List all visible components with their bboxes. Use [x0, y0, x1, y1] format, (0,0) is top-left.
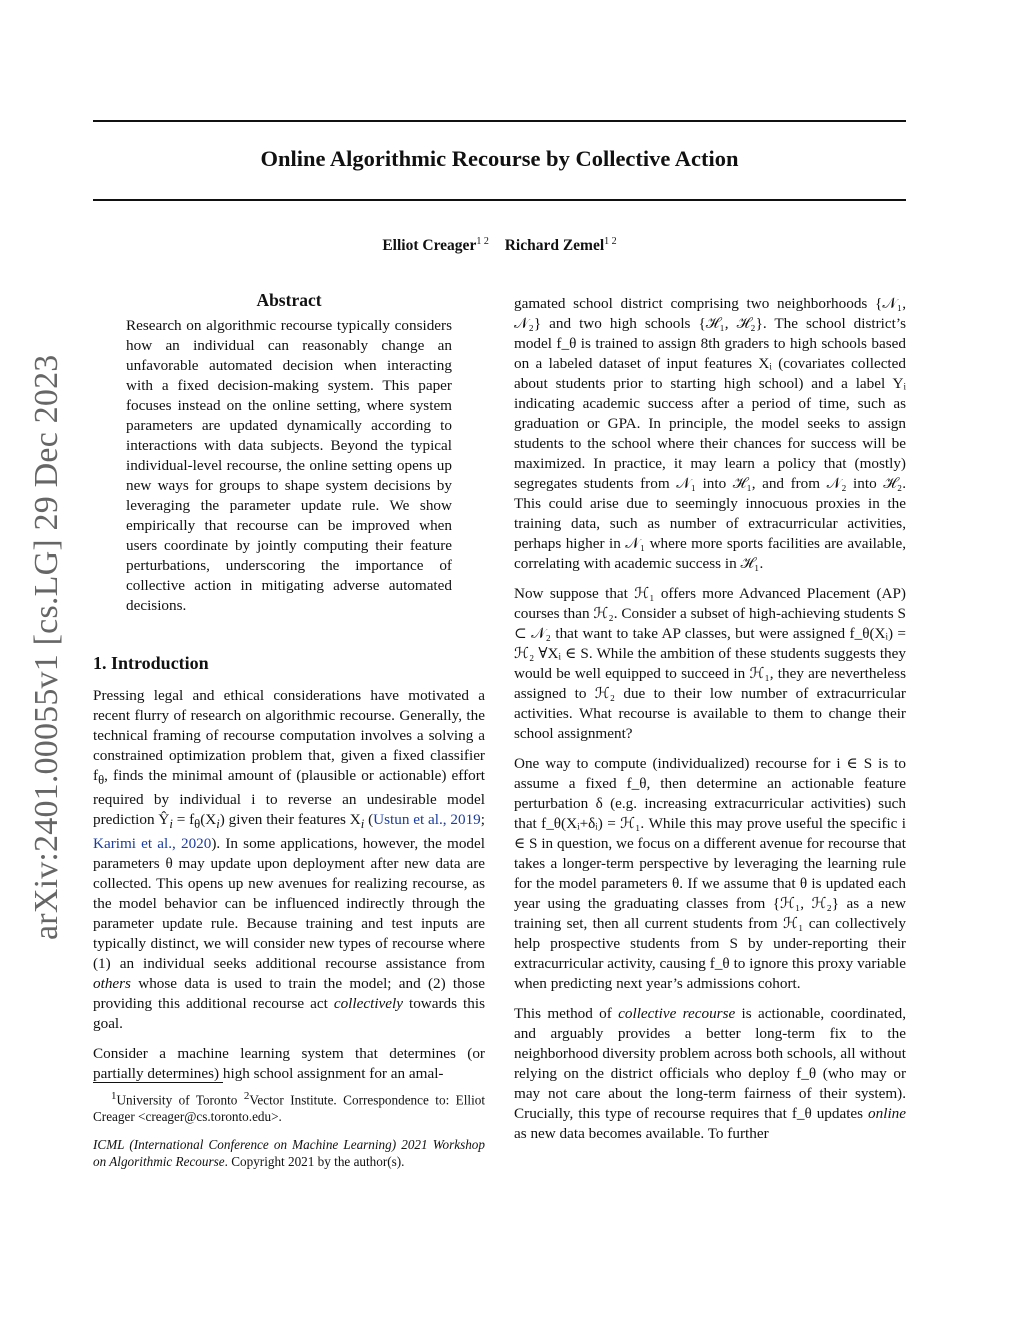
- abstract-heading: Abstract: [256, 290, 322, 310]
- right-column: [514, 294, 906, 1154]
- abstract-text: Research on algorithmic recourse typically considers how an individual can reasonably change an unfavorable automated decision when interacting with a fixed decision-making system. This paper focuses instead on the online setting, where system parameters are updated dynamically according to interactions with data subjects. Beyond the typical individual-level recourse, the online setting opens up new ways for groups to shape system decisions by leveraging the parameter update rule. We show empirically that recourse can be improved when users coordinate by jointly computing their feature perturbations, underscoring the importance of collective action in mitigating adverse automated decisions.: [126, 317, 452, 614]
- venue-name: ICML (International Conference on Machine Learning) 2021 Workshop on Algorithmic Recourse: [93, 1137, 485, 1170]
- text-run: This method of: [514, 1005, 619, 1022]
- text-run: as new data becomes available. To further: [514, 1125, 769, 1142]
- footnote-rule: [93, 1082, 223, 1083]
- author-name: Elliot Creager: [382, 237, 477, 255]
- text-run: is actionable, coordinated, and arguably provides a better long-term fix to the neighborhood diversity problem across both schools, all without relying on the district officials who deploy f_θ (who may or may not care about the long-term fairness of their system). Crucially, this type of recourse requires that f_θ updates: [514, 1005, 906, 1122]
- text-run: towards this goal.: [93, 995, 485, 1033]
- footnote-block: [93, 1082, 485, 1170]
- text-run: ). In some applications, however, the model parameters θ may update upon deployment after new data are collected. This opens up new avenues for realizing recourse, as the model behavior can be influenced indirectly through the parameter update rule. Because training and test inputs are typically distinct, we will consider new types of recourse where (1) an individual seeks additional recourse assistance from: [93, 835, 485, 973]
- title-rule-top: [93, 120, 906, 122]
- title-rule-bottom: [93, 199, 906, 201]
- author-name: Richard Zemel: [504, 237, 605, 255]
- arxiv-identifier-stamp: arXiv:2401.00055v1 [cs.LG] 29 Dec 2023: [28, 354, 65, 940]
- intro-paragraph-2: Consider a machine learning system that determines (or partially determines) high school assignment for an amal-: [93, 1045, 485, 1083]
- emphasis: collectively: [333, 995, 403, 1013]
- text-run: Pressing legal and ethical considerations have motivated a recent flurry of research on algorithmic recourse. Generally, the technical framing of recourse computation involves a solving a constrained optimization problem that, given a fixed classifier f: [93, 687, 485, 784]
- venue-footnote: [93, 1136, 485, 1170]
- paper-title: Online Algorithmic Recourse by Collective Action: [260, 146, 739, 171]
- section-heading-introduction: 1. Introduction: [93, 653, 209, 673]
- left-column: [93, 290, 485, 1094]
- emphasis: others: [93, 975, 131, 993]
- text-run: ;: [480, 811, 485, 829]
- text-run: ) given their features X: [219, 811, 361, 829]
- author: [505, 237, 617, 254]
- intro-paragraph-1: Pressing legal and ethical considerations have motivated a recent flurry of research on algorithmic recourse. Generally, the technical framing of recourse computation involves a solving a constrained optimization problem that, given a fixed classifier $f_\theta$, finds the minimal amount of (plausible or actionable) effort required by individual i to reverse an undesirable model prediction $Ŷ_i = f_\theta(X_i)$ given their features $X_i$ (Ustun et al., 2019; Karimi et al., 2020). In some applications, however, the model parameters θ may update upon deployment after new data are collected. This opens up new avenues for realizing recourse, as the model behavior can be influenced indirectly through the parameter update rule. Because training and test inputs are typically distinct, we will consider new types of recourse where (1) an individual seeks additional recourse assistance from others whose data is used to train the model; and (2) those providing this additional recourse act collectively towards this goal.: [93, 687, 485, 1033]
- author-list: [93, 236, 906, 255]
- text-run: University of Toronto: [116, 1092, 244, 1108]
- author-affiliation-marks: 1 2: [604, 236, 617, 247]
- affiliation-footnote: [93, 1088, 485, 1125]
- text-run: = f: [172, 811, 195, 829]
- text-run: Vector Institute. Correspondence to: Elliot Creager <creager@cs.toronto.edu>.: [93, 1092, 485, 1125]
- body-paragraph: One way to compute (individualized) recourse for i ∈ S is to assume a fixed f_θ, then determine an actionable feature perturbation δ (e.g. increasing extracurricular activities) such that f_θ(Xᵢ+δᵢ) = ℋ₁. While this may prove useful the specific i ∈ S in question, we focus on a different avenue for recourse that takes a longer-term perspective by leveraging the learning rule for the model parameters θ. If we assume that θ is updated each year using the graduating classes from {ℋ₁, ℋ₂} as a new training set, then all current students from ℋ₁ can collectively help prospective students from S by under-reporting their extracurricular activity, causing f_θ to ignore this proxy variable when predicting next year’s admissions cohort.: [514, 755, 906, 992]
- body-paragraph: Now suppose that ℋ₁ offers more Advanced Placement (AP) courses than ℋ₂. Consider a subset of high-achieving students S ⊂ 𝒩₂ that want to take AP classes, but were assigned f_θ(Xᵢ) = ℋ₂ ∀Xᵢ ∈ S. While the ambition of these students suggests they would be well equipped to succeed in ℋ₁, they are nevertheless assigned to ℋ₂ due to their low number of extracurricular activities. What recourse is available to them to change their school assignment?: [514, 585, 906, 742]
- text-run: , finds the minimal amount of (plausible or actionable) effort required by individual i to reverse an undesirable model prediction Ŷ: [93, 767, 485, 829]
- author: [382, 237, 488, 254]
- footnote-mark: 1: [111, 1090, 117, 1102]
- emphasis: collective recourse: [618, 1005, 736, 1022]
- text-run: . Copyright 2021 by the author(s).: [224, 1154, 405, 1170]
- footnote-mark: 2: [243, 1090, 250, 1102]
- body-paragraph: gamated school district comprising two neighborhoods {𝒩₁, 𝒩₂} and two high schools {ℋ₁, ℋ₂}. The school district’s model f_θ is trained to assign 8th graders to high schools based on a labeled dataset of input features Xᵢ (covariates collected about students prior to starting high school) and a label Yᵢ indicating academic success after a period of time, such as graduation or GPA. In principle, the model seeks to assign students to the school where their chances for success will be maximized. In practice, it may learn a policy that (mostly) segregates students from 𝒩₁ into ℋ₁, and from 𝒩₂ into ℋ₂. This could arise due to seemingly innocuous proxies in the training data, such as number of extracurricular activities, perhaps higher in 𝒩₁ where more sports facilities are available, correlating with academic success in ℋ₁.: [514, 295, 906, 572]
- text-run: whose data is used to train the model; and (2) those providing this additional recourse act: [93, 975, 485, 1013]
- emphasis: online: [868, 1105, 906, 1122]
- text-run: (: [364, 811, 374, 829]
- author-affiliation-marks: 1 2: [476, 236, 489, 247]
- body-paragraph: [514, 1004, 906, 1144]
- text-run: (X: [200, 811, 217, 829]
- citation-link[interactable]: Ustun et al., 2019: [373, 811, 481, 829]
- citation-link[interactable]: Karimi et al., 2020: [93, 835, 212, 853]
